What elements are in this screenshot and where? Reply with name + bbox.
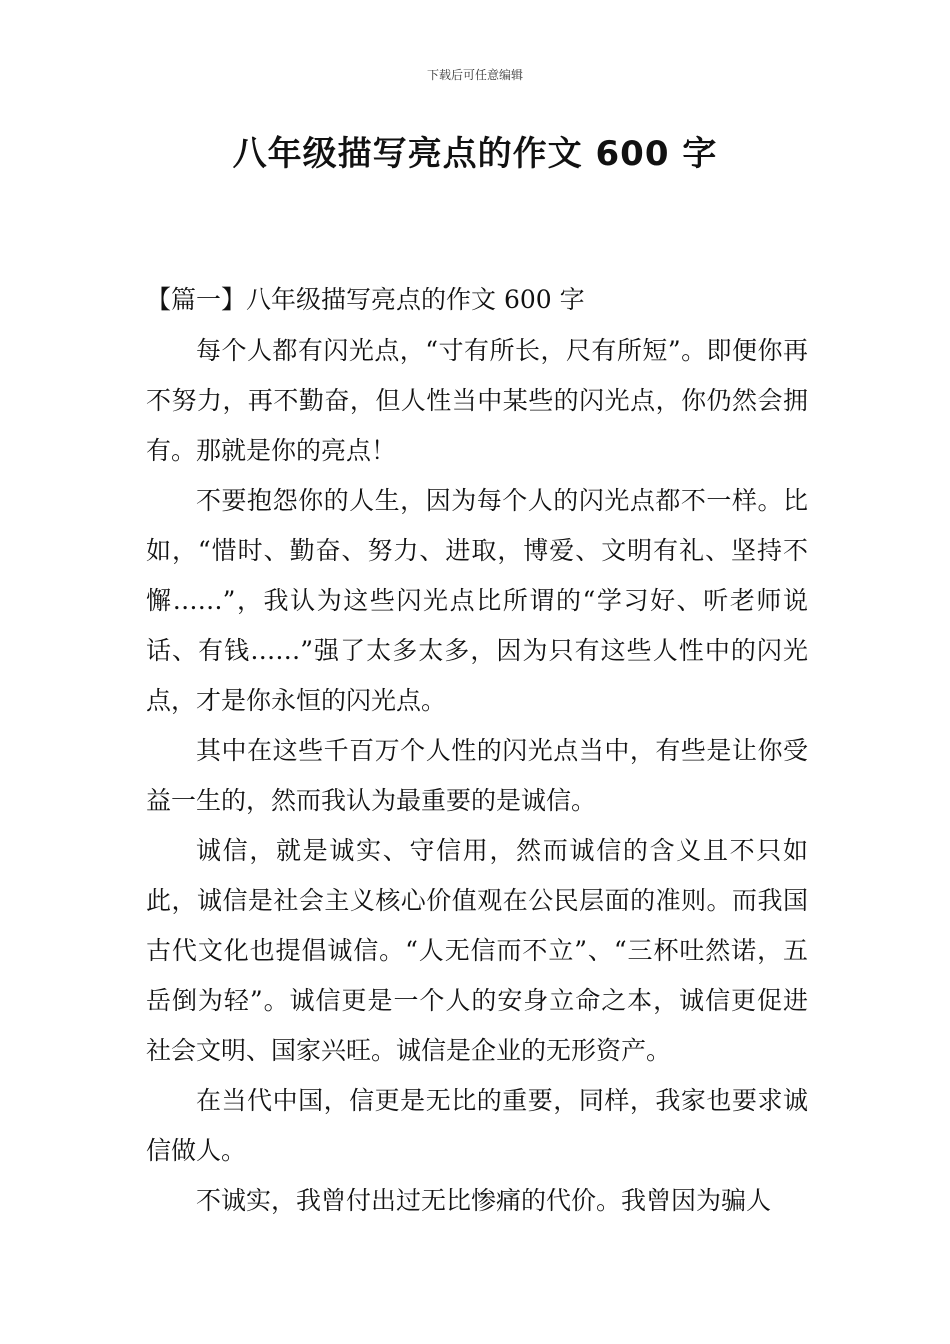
paragraph-6: 不诚实，我曾付出过无比惨痛的代价。我曾因为骗人 <box>196 1186 772 1215</box>
document-body <box>146 280 808 1226</box>
document-title: 八年级描写亮点的作文 600 字 <box>232 134 718 174</box>
paragraph-1: 每个人都有闪光点，“寸有所长，尺有所短”。即便你再不努力，再不勤奋，但人性当中某些的闪光点，你仍然会拥有。那就是你的亮点！ <box>146 336 808 465</box>
section-heading: 【篇一】八年级描写亮点的作文 600 字 <box>146 285 585 314</box>
paragraph-3: 其中在这些千百万个人性的闪光点当中，有些是让你受益一生的，然而我认为最重要的是诚信。 <box>146 736 808 815</box>
paragraph-4: 诚信，就是诚实、守信用，然而诚信的含义且不只如此，诚信是社会主义核心价值观在公民层面的准则。而我国古代文化也提倡诚信。“人无信而不立”、“三杯吐然诺，五岳倒为轻”。诚信更是一个人的安身立命之本，诚信更促进社会文明、国家兴旺。诚信是企业的无形资产。 <box>146 836 808 1065</box>
paragraph-2: 不要抱怨你的人生，因为每个人的闪光点都不一样。比如，“惜时、勤奋、努力、进取，博爱、文明有礼、坚持不懈……”，我认为这些闪光点比所谓的“学习好、听老师说话、有钱……”强了太多太多，因为只有这些人性中的闪光点，才是你永恒的闪光点。 <box>146 486 808 715</box>
page-header-note: 下载后可任意编辑 <box>426 68 523 82</box>
paragraph-5: 在当代中国，信更是无比的重要，同样，我家也要求诚信做人。 <box>146 1086 808 1165</box>
